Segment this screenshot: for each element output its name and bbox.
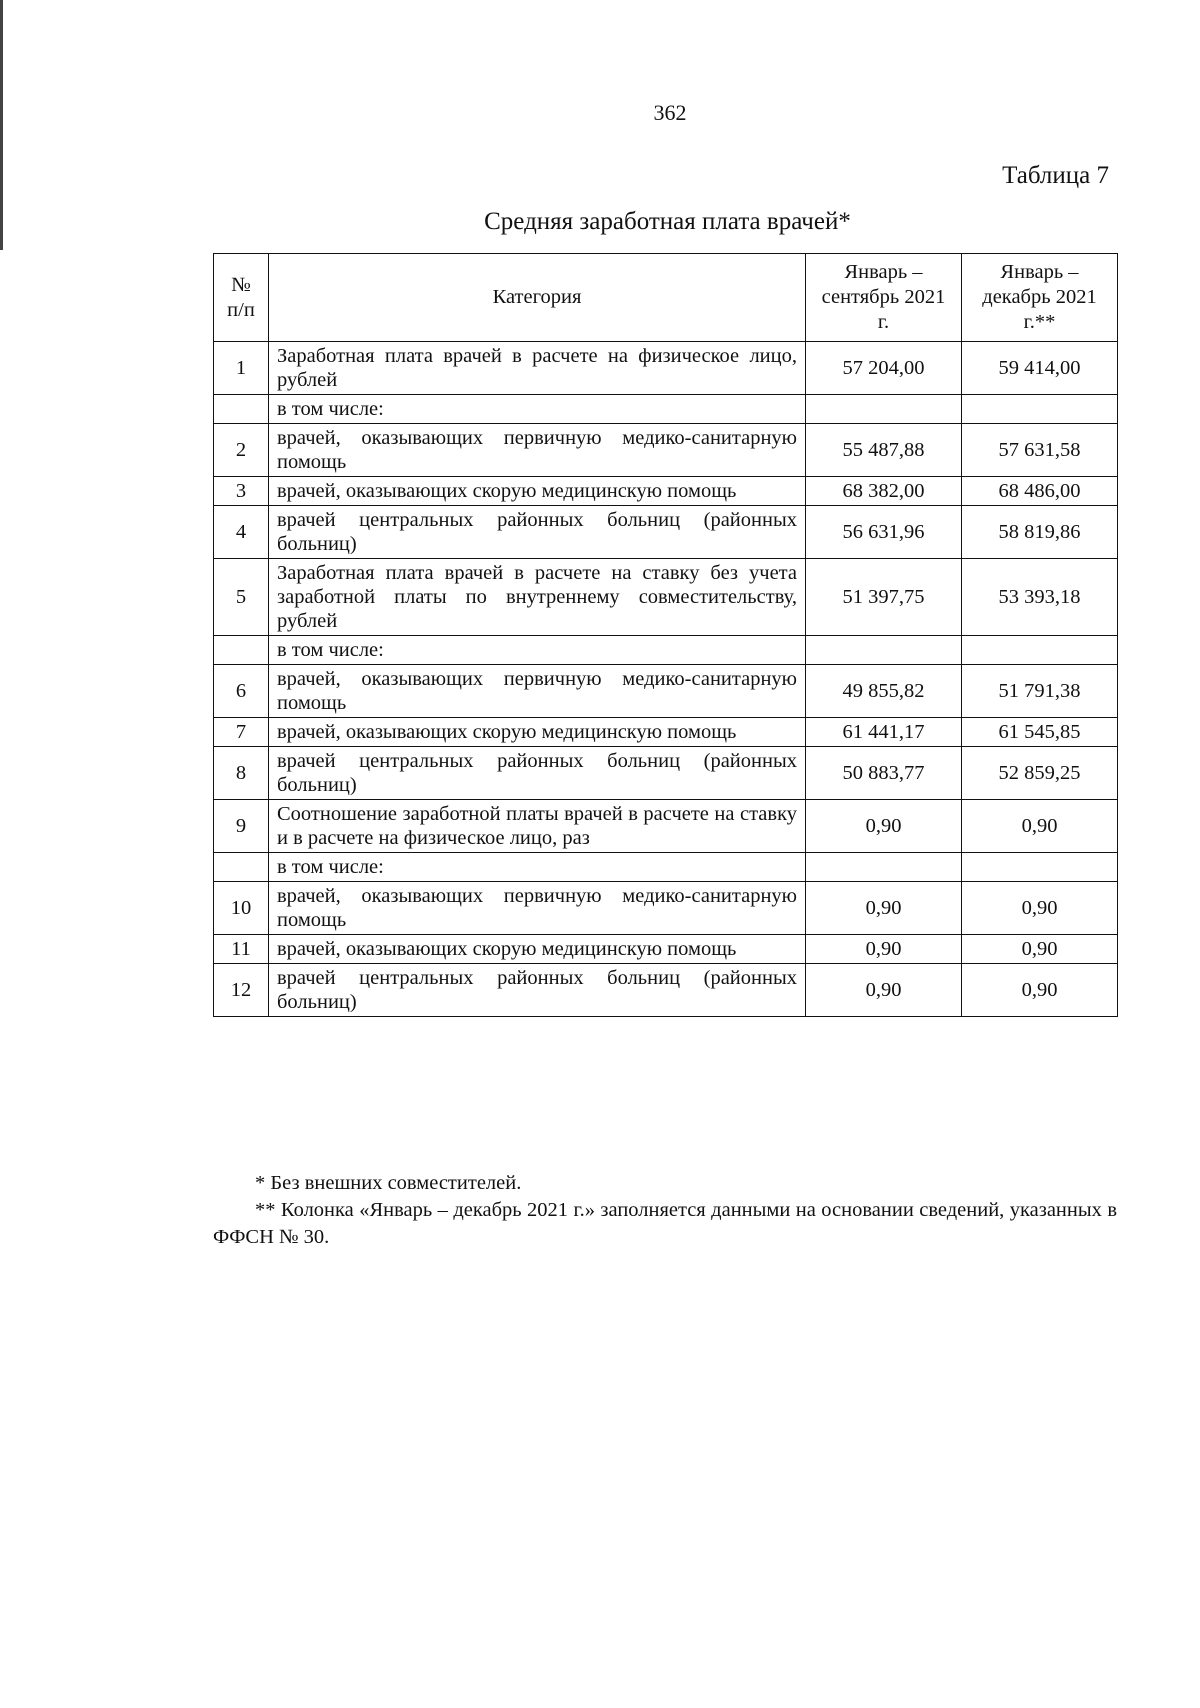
row-value-jan-dec: 53 393,18 (962, 559, 1118, 636)
row-number (214, 395, 269, 424)
row-number: 5 (214, 559, 269, 636)
row-value-jan-dec: 61 545,85 (962, 718, 1118, 747)
row-value-jan-dec: 58 819,86 (962, 506, 1118, 559)
row-value-jan-dec: 52 859,25 (962, 747, 1118, 800)
row-value-jan-sep (806, 853, 962, 882)
header-category: Категория (269, 254, 806, 342)
footnote-1: * Без внешних совместителей. (255, 1172, 522, 1194)
row-category: врачей, оказывающих скорую медицинскую помощь (269, 718, 806, 747)
row-value-jan-sep: 55 487,88 (806, 424, 962, 477)
row-category: врачей, оказывающих первичную медико-санитарную помощь (269, 424, 806, 477)
row-value-jan-dec: 0,90 (962, 935, 1118, 964)
row-number: 3 (214, 477, 269, 506)
row-category: Заработная плата врачей в расчете на физическое лицо, рублей (269, 342, 806, 395)
row-value-jan-sep: 51 397,75 (806, 559, 962, 636)
row-value-jan-sep: 0,90 (806, 882, 962, 935)
row-category: врачей центральных районных больниц (районных больниц) (269, 964, 806, 1017)
row-number: 2 (214, 424, 269, 477)
table-row (214, 882, 1118, 935)
row-value-jan-dec: 0,90 (962, 964, 1118, 1017)
table-body (214, 342, 1118, 1017)
row-number (214, 853, 269, 882)
footnote-2: ** Колонка «Январь – декабрь 2021 г.» заполняется данными на основании сведений, указанных в ФФСН № 30. (213, 1199, 1117, 1248)
row-number (214, 636, 269, 665)
row-category: врачей, оказывающих скорую медицинскую помощь (269, 935, 806, 964)
row-number: 1 (214, 342, 269, 395)
table-row (214, 636, 1118, 665)
row-number: 11 (214, 935, 269, 964)
row-value-jan-sep: 61 441,17 (806, 718, 962, 747)
table-row (214, 559, 1118, 636)
page-number: 362 (653, 100, 687, 125)
row-value-jan-sep: 49 855,82 (806, 665, 962, 718)
row-value-jan-sep: 56 631,96 (806, 506, 962, 559)
row-category: Соотношение заработной платы врачей в расчете на ставку и в расчете на физическое лицо, раз (269, 800, 806, 853)
row-value-jan-sep: 0,90 (806, 935, 962, 964)
row-value-jan-dec: 0,90 (962, 882, 1118, 935)
table-header-row (214, 254, 1118, 342)
table-row (214, 424, 1118, 477)
row-number: 4 (214, 506, 269, 559)
row-category: в том числе: (269, 636, 806, 665)
table-row (214, 800, 1118, 853)
row-category: врачей центральных районных больниц (районных больниц) (269, 506, 806, 559)
table-row (214, 395, 1118, 424)
row-value-jan-dec (962, 636, 1118, 665)
table-row (214, 477, 1118, 506)
row-number: 8 (214, 747, 269, 800)
row-value-jan-sep: 68 382,00 (806, 477, 962, 506)
table-row (214, 342, 1118, 395)
row-value-jan-sep (806, 636, 962, 665)
row-value-jan-sep: 0,90 (806, 964, 962, 1017)
row-category: врачей, оказывающих первичную медико-санитарную помощь (269, 665, 806, 718)
table-row (214, 506, 1118, 559)
row-category: в том числе: (269, 853, 806, 882)
row-category: врачей центральных районных больниц (районных больниц) (269, 747, 806, 800)
row-number: 10 (214, 882, 269, 935)
header-col2: Январь – декабрь 2021 г.** (962, 254, 1118, 342)
table-row (214, 665, 1118, 718)
row-value-jan-sep: 57 204,00 (806, 342, 962, 395)
row-value-jan-dec (962, 395, 1118, 424)
row-value-jan-dec: 59 414,00 (962, 342, 1118, 395)
row-value-jan-sep: 50 883,77 (806, 747, 962, 800)
table-row (214, 853, 1118, 882)
row-number: 9 (214, 800, 269, 853)
table-row (214, 935, 1118, 964)
table-row (214, 747, 1118, 800)
header-num: № п/п (214, 254, 269, 342)
row-value-jan-dec: 68 486,00 (962, 477, 1118, 506)
row-number: 7 (214, 718, 269, 747)
row-number: 12 (214, 964, 269, 1017)
row-value-jan-dec (962, 853, 1118, 882)
row-category: в том числе: (269, 395, 806, 424)
row-value-jan-dec: 51 791,38 (962, 665, 1118, 718)
footnotes (213, 1170, 1117, 1251)
table-row (214, 718, 1118, 747)
row-value-jan-dec: 57 631,58 (962, 424, 1118, 477)
row-number: 6 (214, 665, 269, 718)
row-value-jan-sep: 0,90 (806, 800, 962, 853)
row-value-jan-sep (806, 395, 962, 424)
salary-table (213, 253, 1118, 1017)
table-row (214, 964, 1118, 1017)
table-label: Таблица 7 (1002, 162, 1109, 189)
row-category: врачей, оказывающих первичную медико-санитарную помощь (269, 882, 806, 935)
row-category: Заработная плата врачей в расчете на ставку без учета заработной платы по внутреннему совместительству, рублей (269, 559, 806, 636)
table-title: Средняя заработная плата врачей* (484, 208, 851, 235)
row-category: врачей, оказывающих скорую медицинскую помощь (269, 477, 806, 506)
header-col1: Январь – сентябрь 2021 г. (806, 254, 962, 342)
row-value-jan-dec: 0,90 (962, 800, 1118, 853)
